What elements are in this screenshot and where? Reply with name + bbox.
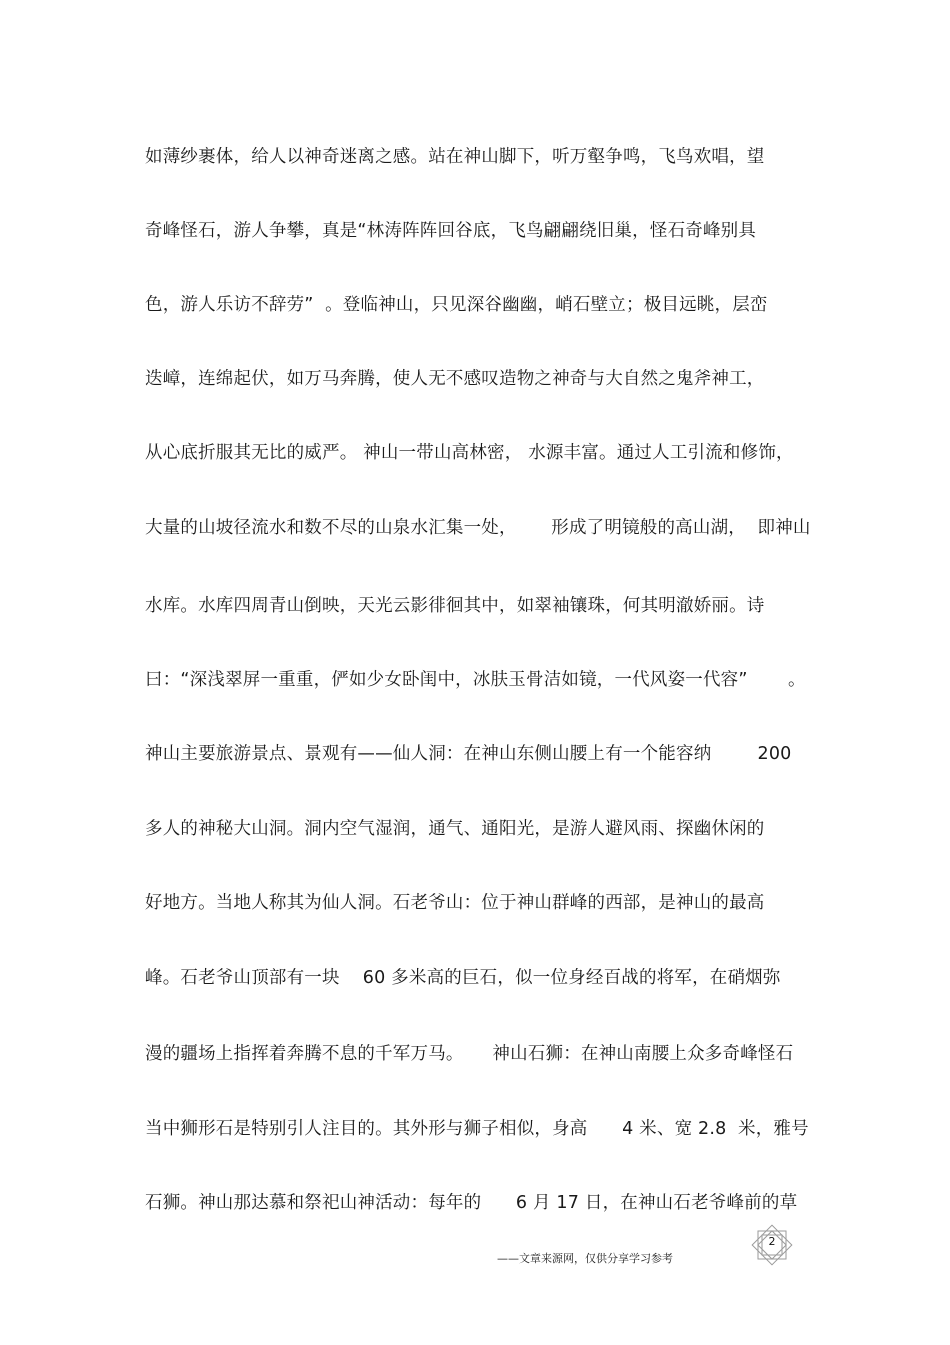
page-number: 2 xyxy=(768,1235,776,1248)
body-text-line: 峰。石老爷山顶部有一块 60 多米高的巨石，似一位身经百战的将军，在硝烟弥 xyxy=(145,968,781,988)
page-number-badge xyxy=(749,1222,795,1268)
body-text-line: 如薄纱裹体，给人以神奇迷离之感。站在神山脚下，听万壑争鸣，飞鸟欢唱，望 xyxy=(145,147,765,167)
body-text-line: 神山主要旅游景点、景观有——仙人洞：在神山东侧山腰上有一个能容纳 200 xyxy=(145,744,792,764)
body-text-line: 水库。水库四周青山倒映，天光云影徘徊其中，如翠袖镶珠，何其明澈娇丽。诗 xyxy=(145,596,765,616)
body-text-line: 好地方。当地人称其为仙人洞。石老爷山：位于神山群峰的西部，是神山的最高 xyxy=(145,893,765,913)
body-text-line: 漫的疆场上指挥着奔腾不息的千军万马。 神山石狮：在神山南腰上众多奇峰怪石 xyxy=(145,1044,794,1064)
body-text-line: 曰：“深浅翠屏一重重，俨如少女卧闺中，冰肤玉骨洁如镜，一代风姿一代容” 。 xyxy=(145,670,806,690)
body-text-line: 大量的山坡径流水和数不尽的山泉水汇集一处， 形成了明镜般的高山湖， 即神山 xyxy=(145,518,811,538)
body-text-line: 多人的神秘大山洞。洞内空气湿润，通气、通阳光，是游人避风雨、探幽休闲的 xyxy=(145,819,765,839)
body-text-line: 色，游人乐访不辞劳” 。登临神山，只见深谷幽幽，峭石壁立；极目远眺，层峦 xyxy=(145,295,768,315)
body-text-line: 迭嶂，连绵起伏，如万马奔腾，使人无不感叹造物之神奇与大自然之鬼斧神工， xyxy=(145,369,765,389)
body-text-line: 奇峰怪石，游人争攀，真是“林涛阵阵回谷底，飞鸟翩翩绕旧巢，怪石奇峰别具 xyxy=(145,221,757,241)
body-text-line: 当中狮形石是特别引人注目的。其外形与狮子相似，身高 4 米、宽 2.8 米，雅号 xyxy=(145,1119,809,1139)
body-text-line: 从心底折服其无比的威严。 神山一带山高林密， 水源丰富。通过人工引流和修饰， xyxy=(145,443,794,463)
body-text-line: 石狮。神山那达慕和祭祀山神活动：每年的 6 月 17 日，在神山石老爷峰前的草 xyxy=(145,1193,798,1213)
footer-source-note: ——文章来源网，仅供分享学习参考 xyxy=(497,1252,673,1265)
